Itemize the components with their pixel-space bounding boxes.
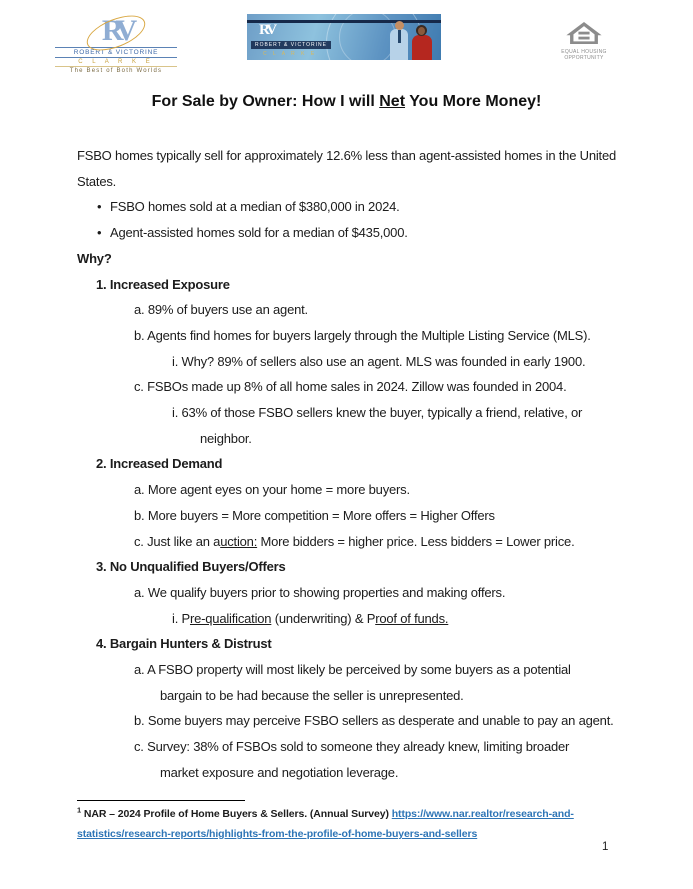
section1-item-b: b. Agents find homes for buyers largely through the Multiple Listing Service (MLS). [134,327,591,343]
section2-item-c-pre: c. Just like an a [134,533,221,549]
document-body [77,143,637,786]
photo-banner [247,14,441,60]
section1-item-b-i: i. Why? 89% of sellers also use an agent. MLS was founded in early 1900. [172,353,586,369]
section3-item-a-i-underlined1: re-qualification [189,610,272,626]
section4-item-a-line1: a. A FSBO property will most likely be perceived by some buyers as a potential [134,662,571,678]
section2-heading: 2. Increased Demand [96,456,223,472]
logo-tagline: The Best of Both Worlds [69,68,163,74]
footnote-hyperlink-line1[interactable]: https://www.nar.realtor/research-and- [391,808,574,820]
man-photo-figure [389,21,409,60]
section3-item-a-i-mid: (underwriting) & P [271,610,376,626]
section1-item-c-i-line2: neighbor. [200,430,252,446]
section4-item-a-line2: bargain to be had because the seller is unrepresented. [160,687,464,703]
bullet-item-agent-median: • Agent-assisted homes sold for a median of $435,000. [77,220,637,246]
intro-paragraph-line2: States. [77,173,117,189]
woman-photo-figure [411,25,433,60]
footnote-hyperlink-line2[interactable]: statistics/research-reports/highlights-from-the-profile-of-home-buyers-and-sellers [77,828,478,840]
intro-paragraph-line1: FSBO homes typically sell for approximately 12.6% less than agent-assisted homes in the United [77,148,617,163]
rv-monogram: RV [101,14,131,47]
section2-item-c [134,529,637,555]
footnote-line2 [77,824,637,844]
footnote-marker: 1 [77,805,82,815]
title-pre: For Sale by Owner: How I will [151,93,380,110]
title-underlined-word: Net [379,93,406,110]
section3-heading: 3. No Unqualified Buyers/Offers [96,559,286,575]
section2-item-b: b. More buyers = More competition = More offers = Higher Offers [134,507,495,523]
section4-item-c-line2: market exposure and negotiation leverage. [160,764,399,780]
section3-item-a-i [172,606,637,632]
section4-heading: 4. Bargain Hunters & Distrust [96,636,272,652]
bullet-item-fsbo-median: • FSBO homes sold at a median of $380,000 in 2024. [77,194,637,220]
section3-item-a-i-underlined2: roof of funds. [375,610,449,626]
equal-housing-logo [556,22,612,70]
section2-item-a: a. More agent eyes on your home = more buyers. [134,482,410,498]
equal-housing-label-line1: EQUAL HOUSING [561,49,607,55]
equal-housing-label-line2: OPPORTUNITY [564,55,604,61]
section2-item-c-post: More bidders = higher price. Less bidders = Lower price. [257,533,575,549]
footnote-text: NAR – 2024 Profile of Home Buyers & Sellers. (Annual Survey) [81,808,392,820]
robert-victorine-logo [55,16,177,74]
why-heading: Why? [77,250,112,266]
section3-item-a-i-pre: i. P [172,610,190,626]
banner-rv-monogram: RV [259,22,275,38]
footnote-area [77,800,637,844]
section1-item-c: c. FSBOs made up 8% of all home sales in 2024. Zillow was founded in 2004. [134,379,567,395]
logo-name-text: ROBERT & VICTORINE [55,47,177,58]
page-number: 1 [602,841,609,853]
equal-housing-house-icon [566,22,602,44]
section2-item-c-underlined: uction: [220,533,258,549]
section3-item-a: a. We qualify buyers prior to showing properties and making offers. [134,584,506,600]
title-post: You More Money! [405,93,542,110]
footnote-line1 [77,804,637,824]
section1-heading: 1. Increased Exposure [96,276,230,292]
section4-item-b: b. Some buyers may perceive FSBO sellers as desperate and unable to pay an agent. [134,713,614,729]
page-title [0,93,693,111]
section1-item-a: a. 89% of buyers use an agent. [134,302,308,318]
section1-item-c-i-line1: i. 63% of those FSBO sellers knew the buyer, typically a friend, relative, or [172,405,583,421]
banner-surname-text: C L A R K E [263,51,317,57]
banner-name-text: ROBERT & VICTORINE [251,41,331,49]
footnote-divider [77,800,245,801]
banner-stripe [247,20,441,23]
section4-item-c-line1: c. Survey: 38% of FSBOs sold to someone they already knew, limiting broader [134,739,570,755]
logo-surname-text: C L A R K E [55,58,177,67]
